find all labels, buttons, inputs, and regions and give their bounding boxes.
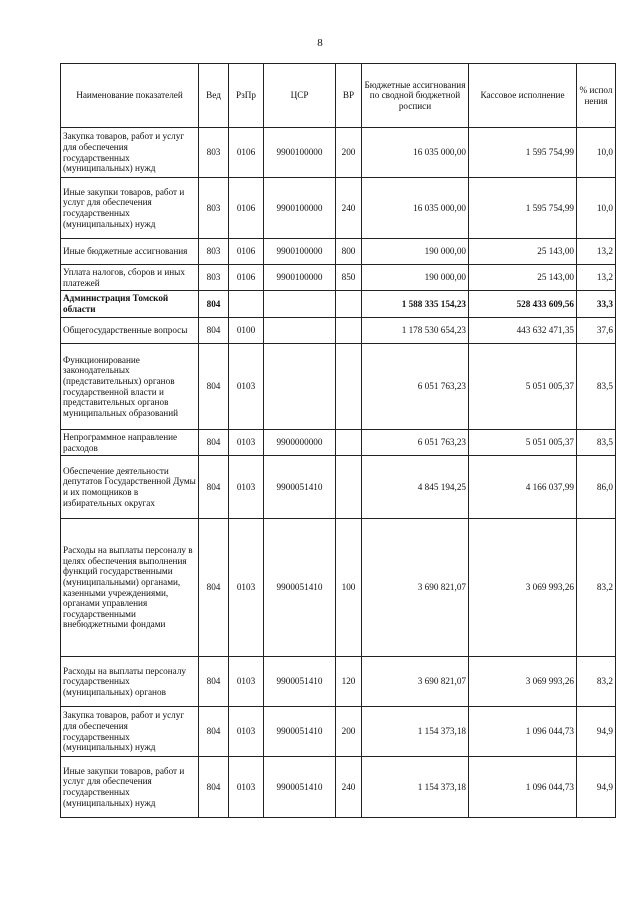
cell-vr (336, 456, 362, 519)
cell-rzpr: 0106 (229, 239, 264, 265)
cell-rzpr: 0106 (229, 178, 264, 239)
cell-percent: 86,0 (577, 456, 616, 519)
cell-budget: 1 154 373,18 (362, 757, 469, 818)
cell-cash: 443 632 471,35 (469, 318, 577, 344)
cell-budget: 6 051 763,23 (362, 430, 469, 456)
page-number: 8 (317, 37, 323, 49)
cell-rzpr: 0106 (229, 128, 264, 178)
cell-percent: 83,2 (577, 657, 616, 707)
table-row (61, 657, 616, 707)
header-percent: % испол нения (577, 64, 616, 128)
cell-name: Иные закупки товаров, работ и услуг для обеспечения государственных (муниципальных) нужд (61, 178, 199, 239)
cell-percent: 10,0 (577, 178, 616, 239)
cell-rzpr (229, 291, 264, 318)
cell-csr: 9900051410 (264, 707, 336, 757)
header-csr: ЦСР (264, 64, 336, 128)
cell-ved: 803 (199, 265, 229, 291)
cell-rzpr: 0100 (229, 318, 264, 344)
cell-cash: 528 433 609,56 (469, 291, 577, 318)
cell-percent: 94,9 (577, 757, 616, 818)
table-row (61, 707, 616, 757)
cell-name: Уплата налогов, сборов и иных платежей (61, 265, 199, 291)
cell-percent: 83,5 (577, 344, 616, 430)
budget-execution-table (60, 63, 616, 818)
cell-rzpr: 0103 (229, 344, 264, 430)
cell-rzpr: 0103 (229, 757, 264, 818)
cell-csr: 9900100000 (264, 265, 336, 291)
cell-name: Расходы на выплаты персоналу в целях обеспечения выполнения функций государственными (муниципальными) органами, казенными учреждениями, органами управления государственными внебюджетными фондами (61, 519, 199, 657)
cell-cash: 1 595 754,99 (469, 178, 577, 239)
table-row (61, 344, 616, 430)
cell-csr (264, 318, 336, 344)
cell-rzpr: 0103 (229, 707, 264, 757)
cell-name: Функционирование законодательных (представительных) органов государственной власти и представительных органов муниципальных образований (61, 344, 199, 430)
cell-budget: 1 588 335 154,23 (362, 291, 469, 318)
cell-vr (336, 430, 362, 456)
header-budget: Бюджетные ассигнования по сводной бюджетной росписи (362, 64, 469, 128)
cell-csr: 9900100000 (264, 128, 336, 178)
cell-percent: 10,0 (577, 128, 616, 178)
cell-name: Обеспечение деятельности депутатов Государственной Думы и их помощников в избирательных округах (61, 456, 199, 519)
table-row (61, 291, 616, 318)
cell-cash: 25 143,00 (469, 265, 577, 291)
cell-rzpr: 0103 (229, 519, 264, 657)
cell-name: Общегосударственные вопросы (61, 318, 199, 344)
cell-cash: 1 096 044,73 (469, 707, 577, 757)
cell-ved: 804 (199, 657, 229, 707)
cell-vr: 800 (336, 239, 362, 265)
cell-csr: 9900100000 (264, 178, 336, 239)
cell-vr: 100 (336, 519, 362, 657)
cell-name: Закупка товаров, работ и услуг для обеспечения государственных (муниципальных) нужд (61, 128, 199, 178)
table-row (61, 265, 616, 291)
cell-csr: 9900000000 (264, 430, 336, 456)
cell-name: Иные бюджетные ассигнования (61, 239, 199, 265)
cell-csr: 9900051410 (264, 657, 336, 707)
table-header-row (61, 64, 616, 128)
table-row (61, 239, 616, 265)
table-row (61, 757, 616, 818)
cell-name: Закупка товаров, работ и услуг для обеспечения государственных (муниципальных) нужд (61, 707, 199, 757)
cell-budget: 1 178 530 654,23 (362, 318, 469, 344)
cell-percent: 94,9 (577, 707, 616, 757)
cell-rzpr: 0103 (229, 456, 264, 519)
cell-name: Администрация Томской области (61, 291, 199, 318)
cell-ved: 804 (199, 519, 229, 657)
cell-percent: 33,3 (577, 291, 616, 318)
cell-vr (336, 344, 362, 430)
cell-budget: 1 154 373,18 (362, 707, 469, 757)
cell-cash: 5 051 005,37 (469, 344, 577, 430)
header-rzpr: РзПр (229, 64, 264, 128)
cell-ved: 804 (199, 456, 229, 519)
cell-vr: 200 (336, 128, 362, 178)
cell-cash: 3 069 993,26 (469, 519, 577, 657)
cell-ved: 803 (199, 239, 229, 265)
cell-name: Иные закупки товаров, работ и услуг для обеспечения государственных (муниципальных) нужд (61, 757, 199, 818)
cell-cash: 1 595 754,99 (469, 128, 577, 178)
cell-budget: 4 845 194,25 (362, 456, 469, 519)
cell-vr (336, 318, 362, 344)
cell-name: Расходы на выплаты персоналу государственных (муниципальных) органов (61, 657, 199, 707)
cell-vr: 120 (336, 657, 362, 707)
cell-vr (336, 291, 362, 318)
cell-vr: 850 (336, 265, 362, 291)
cell-percent: 13,2 (577, 265, 616, 291)
cell-ved: 804 (199, 430, 229, 456)
cell-csr: 9900100000 (264, 239, 336, 265)
cell-rzpr: 0106 (229, 265, 264, 291)
header-vr: ВР (336, 64, 362, 128)
cell-csr: 9900051410 (264, 519, 336, 657)
table-row (61, 178, 616, 239)
cell-ved: 804 (199, 318, 229, 344)
cell-ved: 803 (199, 128, 229, 178)
cell-ved: 804 (199, 344, 229, 430)
cell-csr: 9900051410 (264, 757, 336, 818)
cell-name: Непрограммное направление расходов (61, 430, 199, 456)
cell-rzpr: 0103 (229, 430, 264, 456)
header-ved: Вед (199, 64, 229, 128)
header-name: Наименование показателей (61, 64, 199, 128)
cell-ved: 804 (199, 707, 229, 757)
table-row (61, 128, 616, 178)
table-row (61, 318, 616, 344)
cell-csr: 9900051410 (264, 456, 336, 519)
cell-ved: 804 (199, 291, 229, 318)
table-row (61, 430, 616, 456)
cell-vr: 200 (336, 707, 362, 757)
cell-percent: 83,2 (577, 519, 616, 657)
cell-budget: 16 035 000,00 (362, 128, 469, 178)
cell-vr: 240 (336, 178, 362, 239)
cell-vr: 240 (336, 757, 362, 818)
cell-csr (264, 291, 336, 318)
cell-cash: 5 051 005,37 (469, 430, 577, 456)
cell-csr (264, 344, 336, 430)
cell-budget: 190 000,00 (362, 239, 469, 265)
cell-budget: 6 051 763,23 (362, 344, 469, 430)
cell-percent: 13,2 (577, 239, 616, 265)
cell-budget: 16 035 000,00 (362, 178, 469, 239)
cell-ved: 804 (199, 757, 229, 818)
cell-cash: 4 166 037,99 (469, 456, 577, 519)
cell-cash: 25 143,00 (469, 239, 577, 265)
cell-cash: 1 096 044,73 (469, 757, 577, 818)
cell-percent: 37,6 (577, 318, 616, 344)
cell-cash: 3 069 993,26 (469, 657, 577, 707)
cell-percent: 83,5 (577, 430, 616, 456)
table-row (61, 519, 616, 657)
header-cash: Кассовое исполнение (469, 64, 577, 128)
table-row (61, 456, 616, 519)
cell-ved: 803 (199, 178, 229, 239)
cell-budget: 3 690 821,07 (362, 519, 469, 657)
cell-rzpr: 0103 (229, 657, 264, 707)
cell-budget: 3 690 821,07 (362, 657, 469, 707)
cell-budget: 190 000,00 (362, 265, 469, 291)
